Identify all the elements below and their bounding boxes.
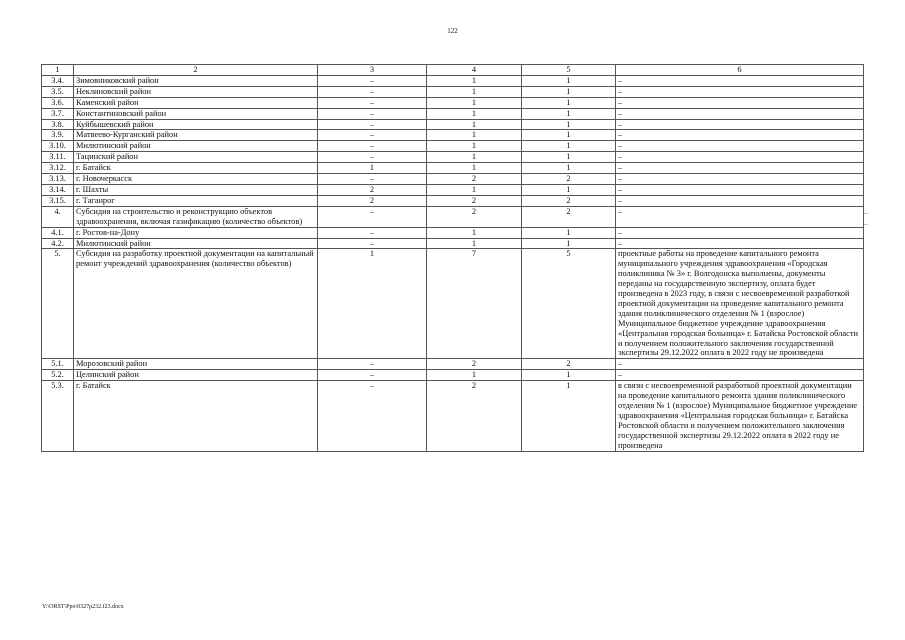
row-note: – — [616, 119, 864, 130]
row-col5-value: 1 — [522, 75, 616, 86]
row-number: 5.1. — [42, 359, 74, 370]
row-col5-value: 2 — [522, 195, 616, 206]
row-col4-value: 2 — [427, 359, 522, 370]
row-col3-value: – — [318, 75, 427, 86]
row-col5-value: 1 — [522, 119, 616, 130]
row-col4-value: 1 — [427, 86, 522, 97]
row-col5-value: 1 — [522, 184, 616, 195]
row-col4-value: 1 — [427, 108, 522, 119]
table-row — [42, 141, 864, 152]
row-col4-value: 1 — [427, 163, 522, 174]
table-row — [42, 227, 864, 238]
row-name: Зимовниковский район — [74, 75, 318, 86]
header-col-6: 6 — [616, 65, 864, 76]
table-row — [42, 174, 864, 185]
row-number: 5. — [42, 249, 74, 359]
row-note: – — [616, 108, 864, 119]
row-col4-value: 2 — [427, 174, 522, 185]
row-col4-value: 1 — [427, 184, 522, 195]
row-name: Милютинский район — [74, 238, 318, 249]
table-row — [42, 359, 864, 370]
row-note: – — [616, 174, 864, 185]
table-row — [42, 119, 864, 130]
row-note: – — [616, 75, 864, 86]
row-number: 3.9. — [42, 130, 74, 141]
file-path-footer: Y:\ORST\Ppo\0327p232.f23.docx — [42, 604, 124, 610]
row-note: – — [616, 86, 864, 97]
row-col5-value: 1 — [522, 141, 616, 152]
row-name: Субсидия на строительство и реконструкцию объектов здравоохранения, включая газификацию (количество объектов) — [74, 206, 318, 227]
row-name: Константиновский район — [74, 108, 318, 119]
row-col5-value: 1 — [522, 108, 616, 119]
row-col4-value: 1 — [427, 238, 522, 249]
row-col4-value: 1 — [427, 141, 522, 152]
row-number: 3.12. — [42, 163, 74, 174]
row-number: 3.6. — [42, 97, 74, 108]
row-col3-value: – — [318, 141, 427, 152]
row-note: – — [616, 227, 864, 238]
table-row — [42, 163, 864, 174]
row-number: 3.8. — [42, 119, 74, 130]
table-row — [42, 97, 864, 108]
edge-dash-mark: – — [864, 209, 868, 217]
row-col4-value: 2 — [427, 195, 522, 206]
header-col-2: 2 — [74, 65, 318, 76]
row-number: 4.2. — [42, 238, 74, 249]
row-name: г. Батайск — [74, 163, 318, 174]
row-col3-value: 2 — [318, 195, 427, 206]
row-name: Морозовский район — [74, 359, 318, 370]
table-row — [42, 108, 864, 119]
header-col-1: 1 — [42, 65, 74, 76]
row-note: – — [616, 370, 864, 381]
row-number: 3.10. — [42, 141, 74, 152]
row-number: 3.13. — [42, 174, 74, 185]
row-col4-value: 1 — [427, 152, 522, 163]
row-col3-value: – — [318, 206, 427, 227]
row-number: 3.11. — [42, 152, 74, 163]
row-col3-value: – — [318, 97, 427, 108]
row-col3-value: – — [318, 86, 427, 97]
row-col3-value: – — [318, 119, 427, 130]
row-note: – — [616, 130, 864, 141]
row-name: Милютинский район — [74, 141, 318, 152]
table-row — [42, 75, 864, 86]
header-col-5: 5 — [522, 65, 616, 76]
row-note: проектные работы на проведение капитального ремонта муниципального учреждения здравоохранения «Городская поликлиника № 3» г. Волгодонска выполнены, документы переданы на государственную экспертизу, оплата будет произведена в 2023 году, в связи с несвоевременной разработкой проектной документации на проведение капитального ремонта здания поликлинического отделения № 1 (взрослое) Муниципальное бюджетное учреждение здравоохранения «Центральная городская больница» г. Батайска Ростовской области и получением положительного заключения государственной экспертизы 29.12.2022 оплата в 2022 году не произведена — [616, 249, 864, 359]
row-name: г. Таганрог — [74, 195, 318, 206]
row-col5-value: 1 — [522, 370, 616, 381]
row-name: г. Новочеркасск — [74, 174, 318, 185]
row-col5-value: 1 — [522, 238, 616, 249]
report-table — [41, 64, 864, 452]
row-note: – — [616, 141, 864, 152]
row-col4-value: 2 — [427, 381, 522, 451]
row-number: 3.7. — [42, 108, 74, 119]
page-number: 122 — [447, 27, 458, 35]
row-name: Неклиновский район — [74, 86, 318, 97]
row-col4-value: 2 — [427, 206, 522, 227]
row-col4-value: 7 — [427, 249, 522, 359]
row-col3-value: – — [318, 130, 427, 141]
header-col-3: 3 — [318, 65, 427, 76]
row-number: 3.4. — [42, 75, 74, 86]
table-row — [42, 86, 864, 97]
row-name: Целинский район — [74, 370, 318, 381]
row-col3-value: – — [318, 370, 427, 381]
row-note: – — [616, 152, 864, 163]
row-col4-value: 1 — [427, 130, 522, 141]
row-number: 4. — [42, 206, 74, 227]
row-col3-value: 1 — [318, 249, 427, 359]
row-col5-value: 1 — [522, 97, 616, 108]
row-col4-value: 1 — [427, 370, 522, 381]
row-col5-value: 2 — [522, 174, 616, 185]
row-col3-value: – — [318, 152, 427, 163]
row-number: 3.5. — [42, 86, 74, 97]
row-note: – — [616, 184, 864, 195]
row-note: – — [616, 195, 864, 206]
row-note: – — [616, 163, 864, 174]
row-note: – — [616, 206, 864, 227]
row-number: 3.15. — [42, 195, 74, 206]
row-name: г. Ростов-на-Дону — [74, 227, 318, 238]
row-col4-value: 1 — [427, 97, 522, 108]
row-col5-value: 1 — [522, 227, 616, 238]
row-name: Куйбышевский район — [74, 119, 318, 130]
row-note: в связи с несвоевременной разработкой проектной документации на проведение капитального ремонта здания поликлинического отделения № 1 (взрослое) Муниципальное бюджетное учреждение здравоохранения «Центральная городская больница» г. Батайска Ростовской области и получением положительного заключения государственной экспертизы 29.12.2022 оплата в 2022 году не произведена — [616, 381, 864, 451]
row-col4-value: 1 — [427, 75, 522, 86]
row-col5-value: 2 — [522, 359, 616, 370]
row-note: – — [616, 359, 864, 370]
row-number: 4.1. — [42, 227, 74, 238]
table-row — [42, 184, 864, 195]
edge-dash-mark: – — [864, 220, 868, 228]
report-table-body — [42, 65, 864, 452]
row-name: Матвеево-Курганский район — [74, 130, 318, 141]
row-col3-value: – — [318, 238, 427, 249]
row-col4-value: 1 — [427, 227, 522, 238]
row-col5-value: 2 — [522, 206, 616, 227]
row-col3-value: 1 — [318, 163, 427, 174]
row-name: Каменский район — [74, 97, 318, 108]
table-row — [42, 130, 864, 141]
row-col5-value: 1 — [522, 130, 616, 141]
table-row — [42, 195, 864, 206]
row-col5-value: 5 — [522, 249, 616, 359]
row-name: г. Шахты — [74, 184, 318, 195]
row-col5-value: 1 — [522, 163, 616, 174]
row-col3-value: – — [318, 381, 427, 451]
row-number: 5.3. — [42, 381, 74, 451]
row-name: Субсидия на разработку проектной документации на капитальный ремонт учреждений здравоохранения (количество объектов) — [74, 249, 318, 359]
row-col3-value: – — [318, 108, 427, 119]
row-col3-value: 2 — [318, 184, 427, 195]
table-row — [42, 238, 864, 249]
row-name: Тацинский район — [74, 152, 318, 163]
row-col3-value: – — [318, 227, 427, 238]
row-col5-value: 1 — [522, 86, 616, 97]
table-row — [42, 249, 864, 359]
table-row — [42, 206, 864, 227]
header-col-4: 4 — [427, 65, 522, 76]
table-header-row — [42, 65, 864, 76]
row-number: 5.2. — [42, 370, 74, 381]
row-col5-value: 1 — [522, 381, 616, 451]
row-number: 3.14. — [42, 184, 74, 195]
row-col3-value: – — [318, 359, 427, 370]
row-name: г. Батайск — [74, 381, 318, 451]
table-row — [42, 381, 864, 451]
table-row — [42, 152, 864, 163]
row-note: – — [616, 97, 864, 108]
table-row — [42, 370, 864, 381]
row-col5-value: 1 — [522, 152, 616, 163]
row-col4-value: 1 — [427, 119, 522, 130]
row-col3-value: – — [318, 174, 427, 185]
row-note: – — [616, 238, 864, 249]
